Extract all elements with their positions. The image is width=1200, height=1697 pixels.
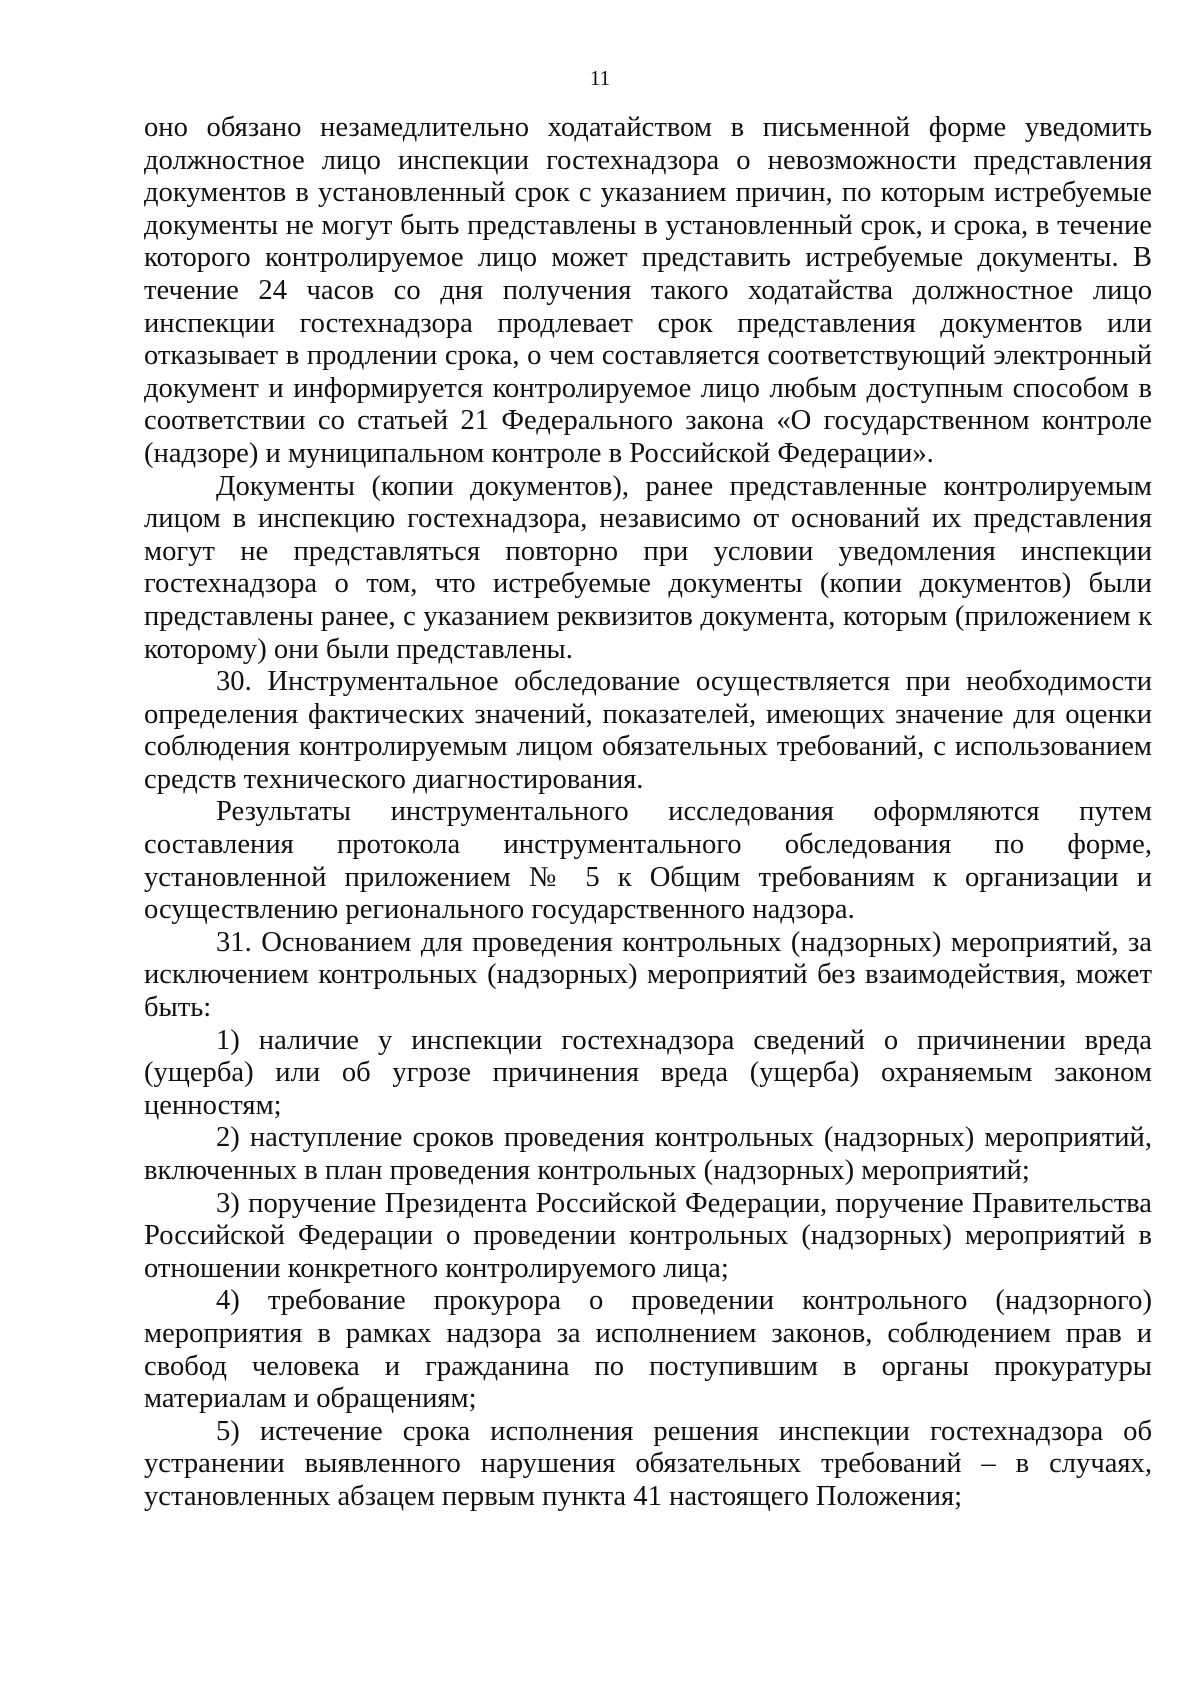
list-item-3: 3) поручение Президента Российской Федерации, поручение Правительства Российской Федерации о проведении контрольных (надзорных) мероприятий в отношении конкретного контролируемого лица; xyxy=(144,1187,1152,1284)
paragraph-item-31: 31. Основанием для проведения контрольных (надзорных) мероприятий, за исключением контрольных (надзорных) мероприятий без взаимодействия, может быть: xyxy=(144,926,1152,1024)
list-item-2: 2) наступление сроков проведения контрольных (надзорных) мероприятий, включенных в план проведения контрольных (надзорных) мероприятий; xyxy=(144,1122,1152,1186)
list-item-5: 5) истечение срока исполнения решения инспекции гостехнадзора об устранении выявленного нарушения обязательных требований – в случаях, установленных абзацем первым пункта 41 настоящего Положения; xyxy=(144,1415,1152,1512)
paragraph-item-30: 30. Инструментальное обследование осуществляется при необходимости определения фактических значений, показателей, имеющих значение для оценки соблюдения контролируемым лицом обязательных требований, с использованием средств технического диагностирования. xyxy=(144,666,1152,795)
list-item-4: 4) требование прокурора о проведении контрольного (надзорного) мероприятия в рамках надзора за исполнением законов, соблюдением прав и свобод человека и гражданина по поступившим в органы прокуратуры материалам и обращениям; xyxy=(144,1285,1152,1415)
page-number: 11 xyxy=(589,66,611,90)
paragraph-documents-copies: Документы (копии документов), ранее представленные контролируемым лицом в инспекцию гостехнадзора, независимо от оснований их представления могут не представляться повторно при условии уведомления инспекции гостехнадзора о том, что истребуемые документы (копии документов) были представлены ранее, с указанием реквизитов документа, которым (приложением к которому) они были представлены. xyxy=(144,470,1152,665)
paragraph-instrumental-results: Результаты инструментального исследования оформляются путем составления протокола инструментального обследования по форме, установленной приложением № 5 к Общим требованиям к организации и осуществлению регионального государственного надзора. xyxy=(144,796,1152,926)
list-item-1: 1) наличие у инспекции гостехнадзора сведений о причинении вреда (ущерба) или об угрозе причинения вреда (ущерба) охраняемым законом ценностям; xyxy=(144,1024,1152,1121)
document-body xyxy=(144,112,1152,1514)
paragraph-continuation: оно обязано незамедлительно ходатайством в письменной форме уведомить должностное лицо инспекции гостехнадзора о невозможности представления документов в установленный срок с указанием причин, по которым истребуемые документы не могут быть представлены в установленный срок, и срока, в течение которого контролируемое лицо может представить истребуемые документы. В течение 24 часов со дня получения такого ходатайства должностное лицо инспекции гостехнадзора продлевает срок представления документов или отказывает в продлении срока, о чем составляется соответствующий электронный документ и информируется контролируемое лицо любым доступным способом в соответствии со статьей 21 Федерального закона «О государственном контроле (надзоре) и муниципальном контроле в Российской Федерации». xyxy=(144,112,1152,469)
